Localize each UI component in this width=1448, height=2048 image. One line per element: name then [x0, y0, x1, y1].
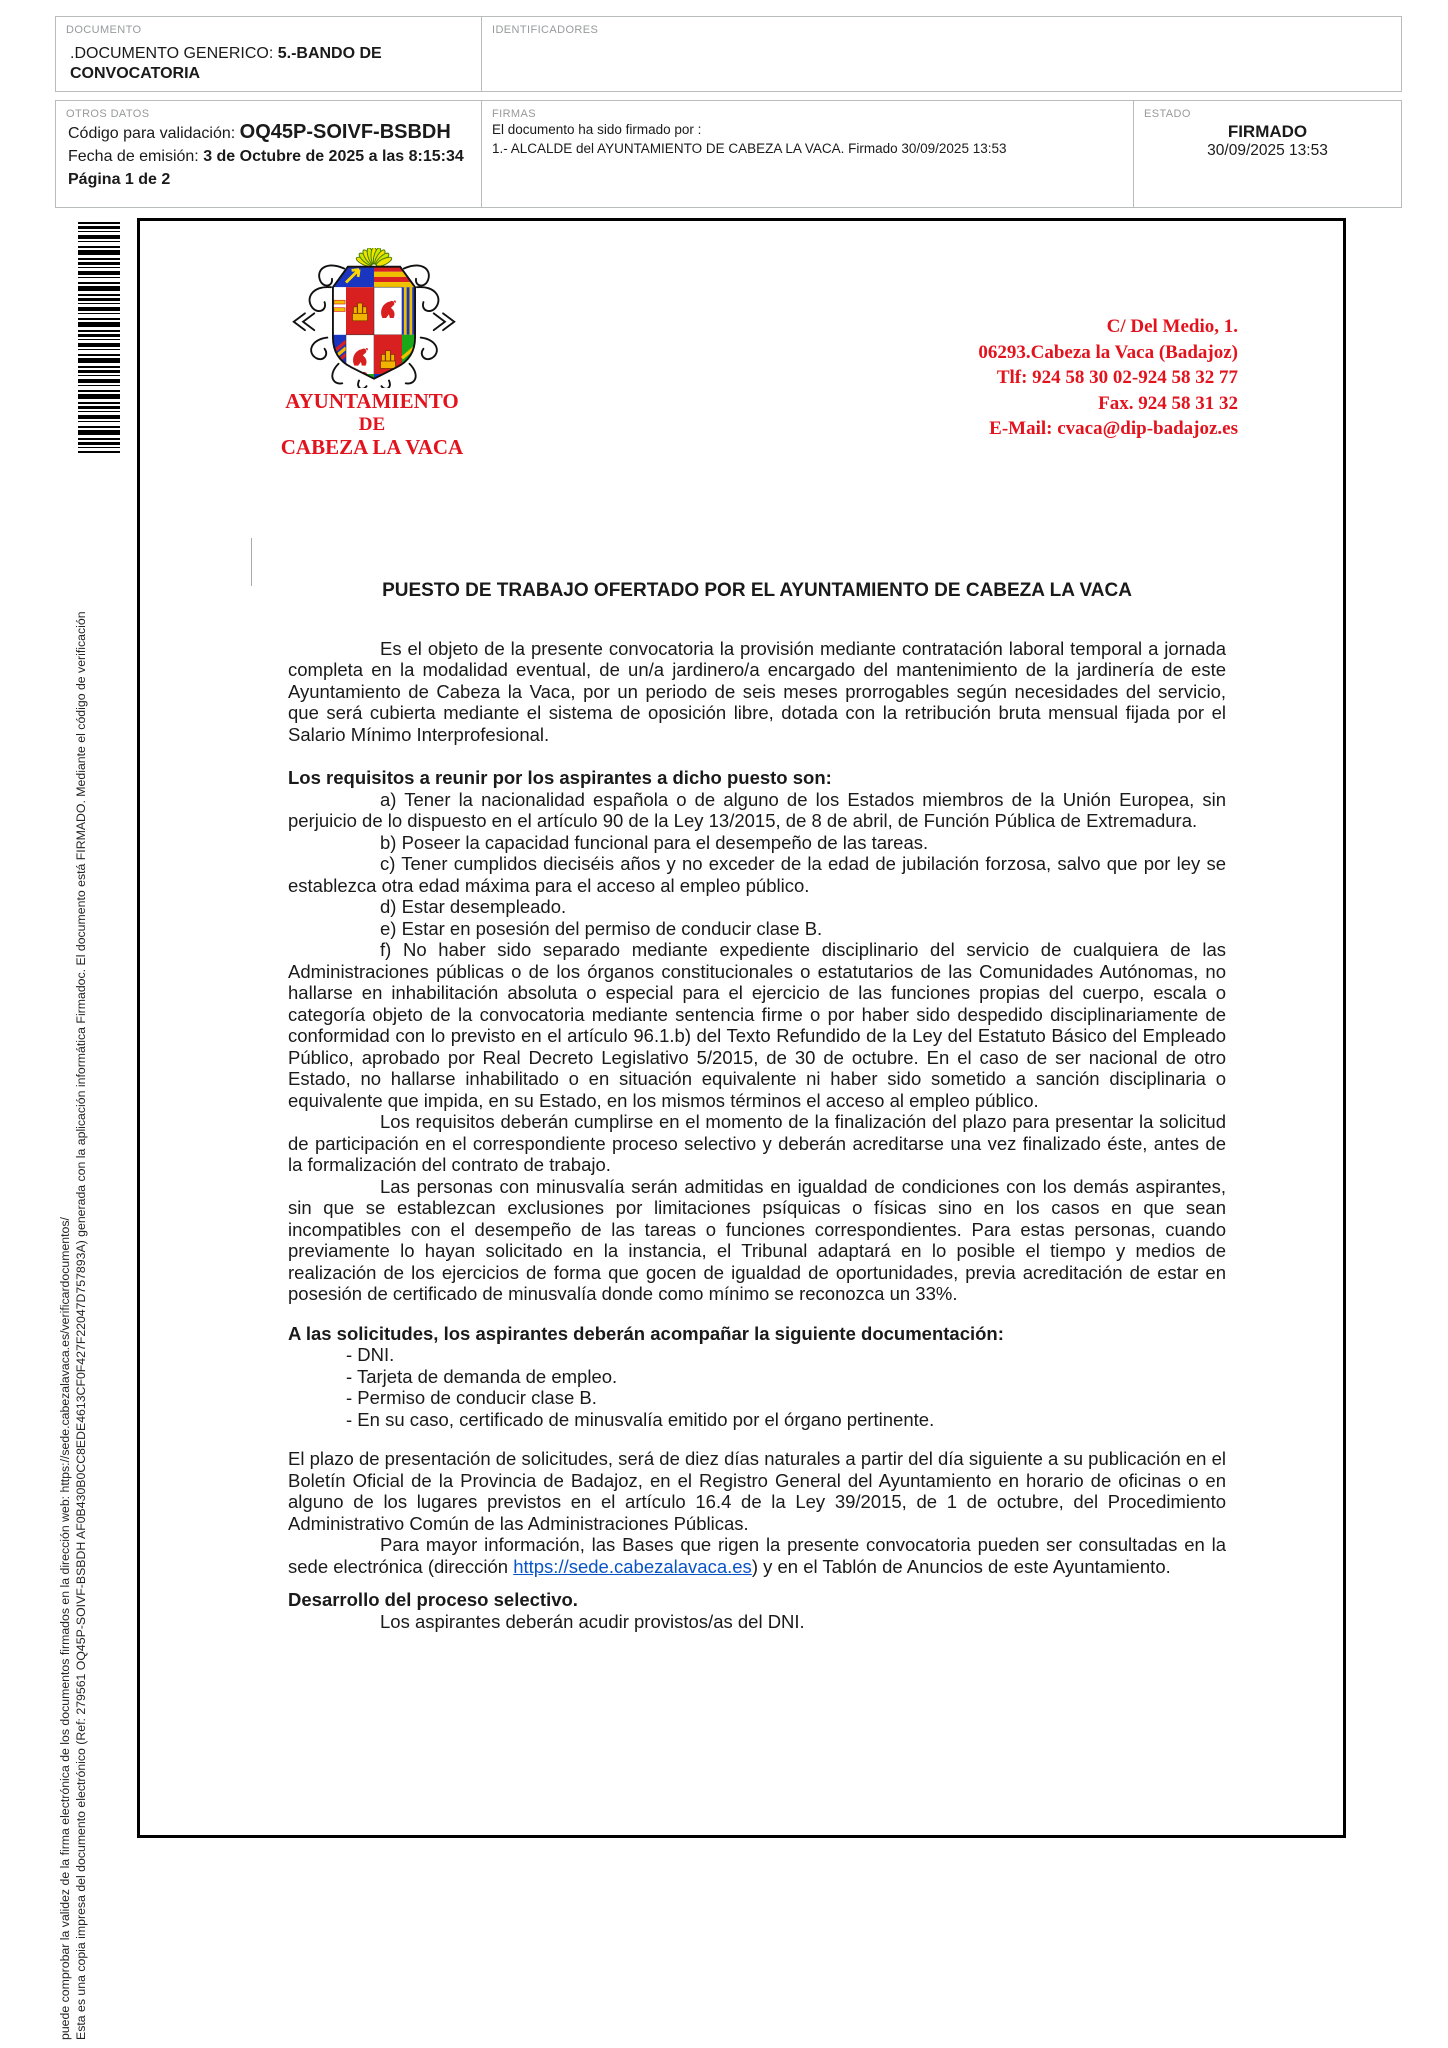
informacion-text-before: Para mayor información, las Bases que rigen la presente convocatoria pueden ser consultadas en la sede electrónica (dirección: [288, 1534, 1226, 1577]
documento-value: [56, 36, 430, 84]
codigo-label: Código para validación:: [68, 125, 240, 142]
otros-datos-cell: [56, 101, 481, 207]
sede-electronica-link[interactable]: https://sede.cabezalavaca.es: [513, 1555, 752, 1577]
estado-label: ESTADO: [1144, 108, 1191, 120]
documento-title: 5.-BANDO DE CONVOCATORIA: [70, 45, 382, 82]
header-table-row2: [55, 100, 1402, 208]
org-name-line3: CABEZA LA VACA: [280, 435, 464, 459]
margin-mark: [251, 538, 252, 586]
heading-desarrollo: Desarrollo del proceso selectivo.: [288, 1589, 578, 1610]
requisito-b: b) Poseer la capacidad funcional para el desempeño de las tareas.: [380, 831, 929, 853]
status-badge: FIRMADO: [1227, 122, 1308, 141]
documento-cell: [56, 17, 481, 91]
barcode: [78, 222, 120, 453]
contact-email: E-Mail: cvaca@dip-badajoz.es: [989, 418, 1238, 439]
doc-item-dni: - DNI.: [346, 1344, 395, 1365]
requisito-a: a) Tener la nacionalidad española o de alguno de los Estados miembros de la Unión Europea, sin perjuicio de lo dispuesto en el artículo 90 de la Ley 13/2015, de 8 de abril, de Función Pública de Extremadura.: [288, 788, 1226, 831]
contact-city: 06293.Cabeza la Vaca (Badajoz): [978, 341, 1238, 363]
requisito-e: e) Estar en posesión del permiso de conducir clase B.: [380, 917, 823, 939]
fan-plume: [355, 248, 393, 268]
informacion-text-after: ) y en el Tablón de Anuncios de este Ayuntamiento.: [751, 1555, 1171, 1577]
requisito-f: f) No haber sido separado mediante expediente disciplinario del servicio de cualquiera de las Administraciones públicas o de los órganos constitucionales o estatutarios de las Comunidades Autónomas, no hallarse en inhabilitación absoluta o especial para el ejercicio de las funciones propias del cuerpo, escala o categoría objeto de la convocatoria mediante sentencia firme o por haber sido despedido disciplinariamente de conformidad con lo previsto en el artículo 96.1.b) del Texto Refundido de la Ley del Estatuto Básico del Empleado Público, aprobado por Real Decreto Legislativo 5/2015, de 30 de octubre. En el caso de ser nacional de otro Estado, no hallarse inhabilitado o en situación equivalente ni haber sido sometido a sanción disciplinaria o equivalente que impida, en su Estado, en los mismos términos el acceso al empleo público.: [288, 939, 1226, 1111]
coat-of-arms-icon: [290, 248, 458, 388]
page-title: PUESTO DE TRABAJO OFERTADO POR EL AYUNTAMIENTO DE CABEZA LA VACA: [382, 580, 1132, 601]
verification-text-line2: puede comprobar la validez de la firma electrónica de los documentos firmados en la dirección web: https://sede.cabezalavaca.es/verificardocumentos/: [58, 1217, 72, 2040]
firmas-line2: 1.- ALCALDE del AYUNTAMIENTO DE CABEZA LA VACA. Firmado 30/09/2025 13:53: [492, 141, 1007, 156]
paragraph-objeto: Es el objeto de la presente convocatoria la provisión mediante contratación laboral temporal a jornada completa en la modalidad eventual, de un/a jardinero/a encargado del mantenimiento de la jardinería de este Ayuntamiento de Cabeza la Vaca, por un periodo de seis meses prorrogables según necesidades del servicio, que será cubierta mediante el sistema de oposición libre, dotada con la retribución bruta mensual fijada por el Salario Mínimo Interprofesional.: [288, 637, 1226, 745]
firmas-line1: El documento ha sido firmado por :: [492, 122, 702, 137]
verification-text-line1: Esta es una copia impresa del documento electrónico (Ref: 279561 OQ45P-SOIVF-BSBDH AF0B430B0CC8EDE4613CF0F427F22047D757893A) generada con la aplicación informática Firmadoc. El documento está FIRMADO. Mediante el código de verificación: [74, 611, 88, 2040]
identificadores-label: IDENTIFICADORES: [492, 24, 599, 36]
fecha-label: Fecha de emisión:: [68, 148, 204, 165]
fecha-emision: [56, 144, 481, 167]
contact-block: [890, 314, 1238, 442]
doc-item-tarjeta: - Tarjeta de demanda de empleo.: [346, 1365, 618, 1387]
identificadores-cell: [481, 17, 1401, 91]
doc-item-certificado: - En su caso, certificado de minusvalía emitido por el órgano pertinente.: [346, 1408, 935, 1430]
contact-street: C/ Del Medio, 1.: [1106, 316, 1238, 337]
fecha-value: 3 de Octubre de 2025 a las 8:15:34: [203, 148, 464, 165]
codigo-value: OQ45P-SOIVF-BSBDH: [239, 121, 451, 143]
org-name: [262, 390, 482, 459]
org-name-line1: AYUNTAMIENTO: [285, 389, 459, 413]
heading-requisitos: Los requisitos a reunir por los aspirantes a dicho puesto son:: [288, 767, 832, 788]
contact-fax: Fax. 924 58 31 32: [1098, 392, 1238, 414]
codigo-validacion: [56, 120, 481, 144]
org-name-line2: DE: [358, 414, 386, 435]
paragraph-cumplimiento: Los requisitos deberán cumplirse en el momento de la finalización del plazo para presentar la solicitud de participación en el correspondiente proceso selectivo y deberán acreditarse una vez finalizado éste, antes de la formalización del contrato de trabajo.: [288, 1111, 1226, 1175]
contact-phone: Tlf: 924 58 30 02-924 58 32 77: [996, 367, 1238, 388]
paragraph-minusvalia: Las personas con minusvalía serán admitidas en igualdad de condiciones con los demás aspirantes, sin que se establezcan exclusiones por limitaciones psíquicas o físicas sino en los casos en que sean incompatibles con el desempeño de las tareas o funciones correspondientes. Para estas personas, cuando previamente lo hayan solicitado en la instancia, el Tribunal adaptará en lo posible el tiempo y medios de realización de los ejercicios de forma que gocen de igualdad de oportunidades, previa acreditación de estar en posesión de certificado de minusvalía donde como mínimo se reconozca un 33%.: [288, 1175, 1226, 1304]
heading-documentacion: A las solicitudes, los aspirantes deberán acompañar la siguiente documentación:: [288, 1322, 1004, 1344]
requisito-d: d) Estar desempleado.: [380, 896, 567, 917]
paragraph-dni-final: Los aspirantes deberán acudir provistos/as del DNI.: [380, 1610, 805, 1632]
status-datetime: 30/09/2025 13:53: [1207, 142, 1328, 159]
otros-datos-label: OTROS DATOS: [66, 108, 150, 120]
pagina-indicator: Página 1 de 2: [68, 171, 171, 188]
shield-quarters: [333, 267, 415, 388]
doc-item-permiso: - Permiso de conducir clase B.: [346, 1387, 597, 1408]
firmas-label: FIRMAS: [492, 108, 536, 120]
requisito-c: c) Tener cumplidos dieciséis años y no exceder de la edad de jubilación forzosa, salvo que por ley se establezca otra edad máxima para el acceso al empleo público.: [288, 853, 1226, 896]
estado-cell: [1133, 101, 1401, 207]
documento-label: DOCUMENTO: [66, 24, 142, 36]
paragraph-plazo: El plazo de presentación de solicitudes, será de diez días naturales a partir del día siguiente a su publicación en el Boletín Oficial de la Provincia de Badajoz, en el Registro General del Ayuntamiento en horario de oficinas o en alguno de los lugares previstos en el artículo 16.4 de la Ley 39/2015, de 1 de octubre, del Procedimiento Administrativo Común de las Administraciones Públicas.: [288, 1448, 1226, 1534]
header-table-row1: [55, 16, 1402, 92]
documento-prefix: .DOCUMENTO GENERICO:: [70, 45, 278, 62]
paragraph-informacion: [288, 1534, 1226, 1577]
document-body: [288, 580, 1226, 1632]
firmas-cell: [481, 101, 1134, 207]
